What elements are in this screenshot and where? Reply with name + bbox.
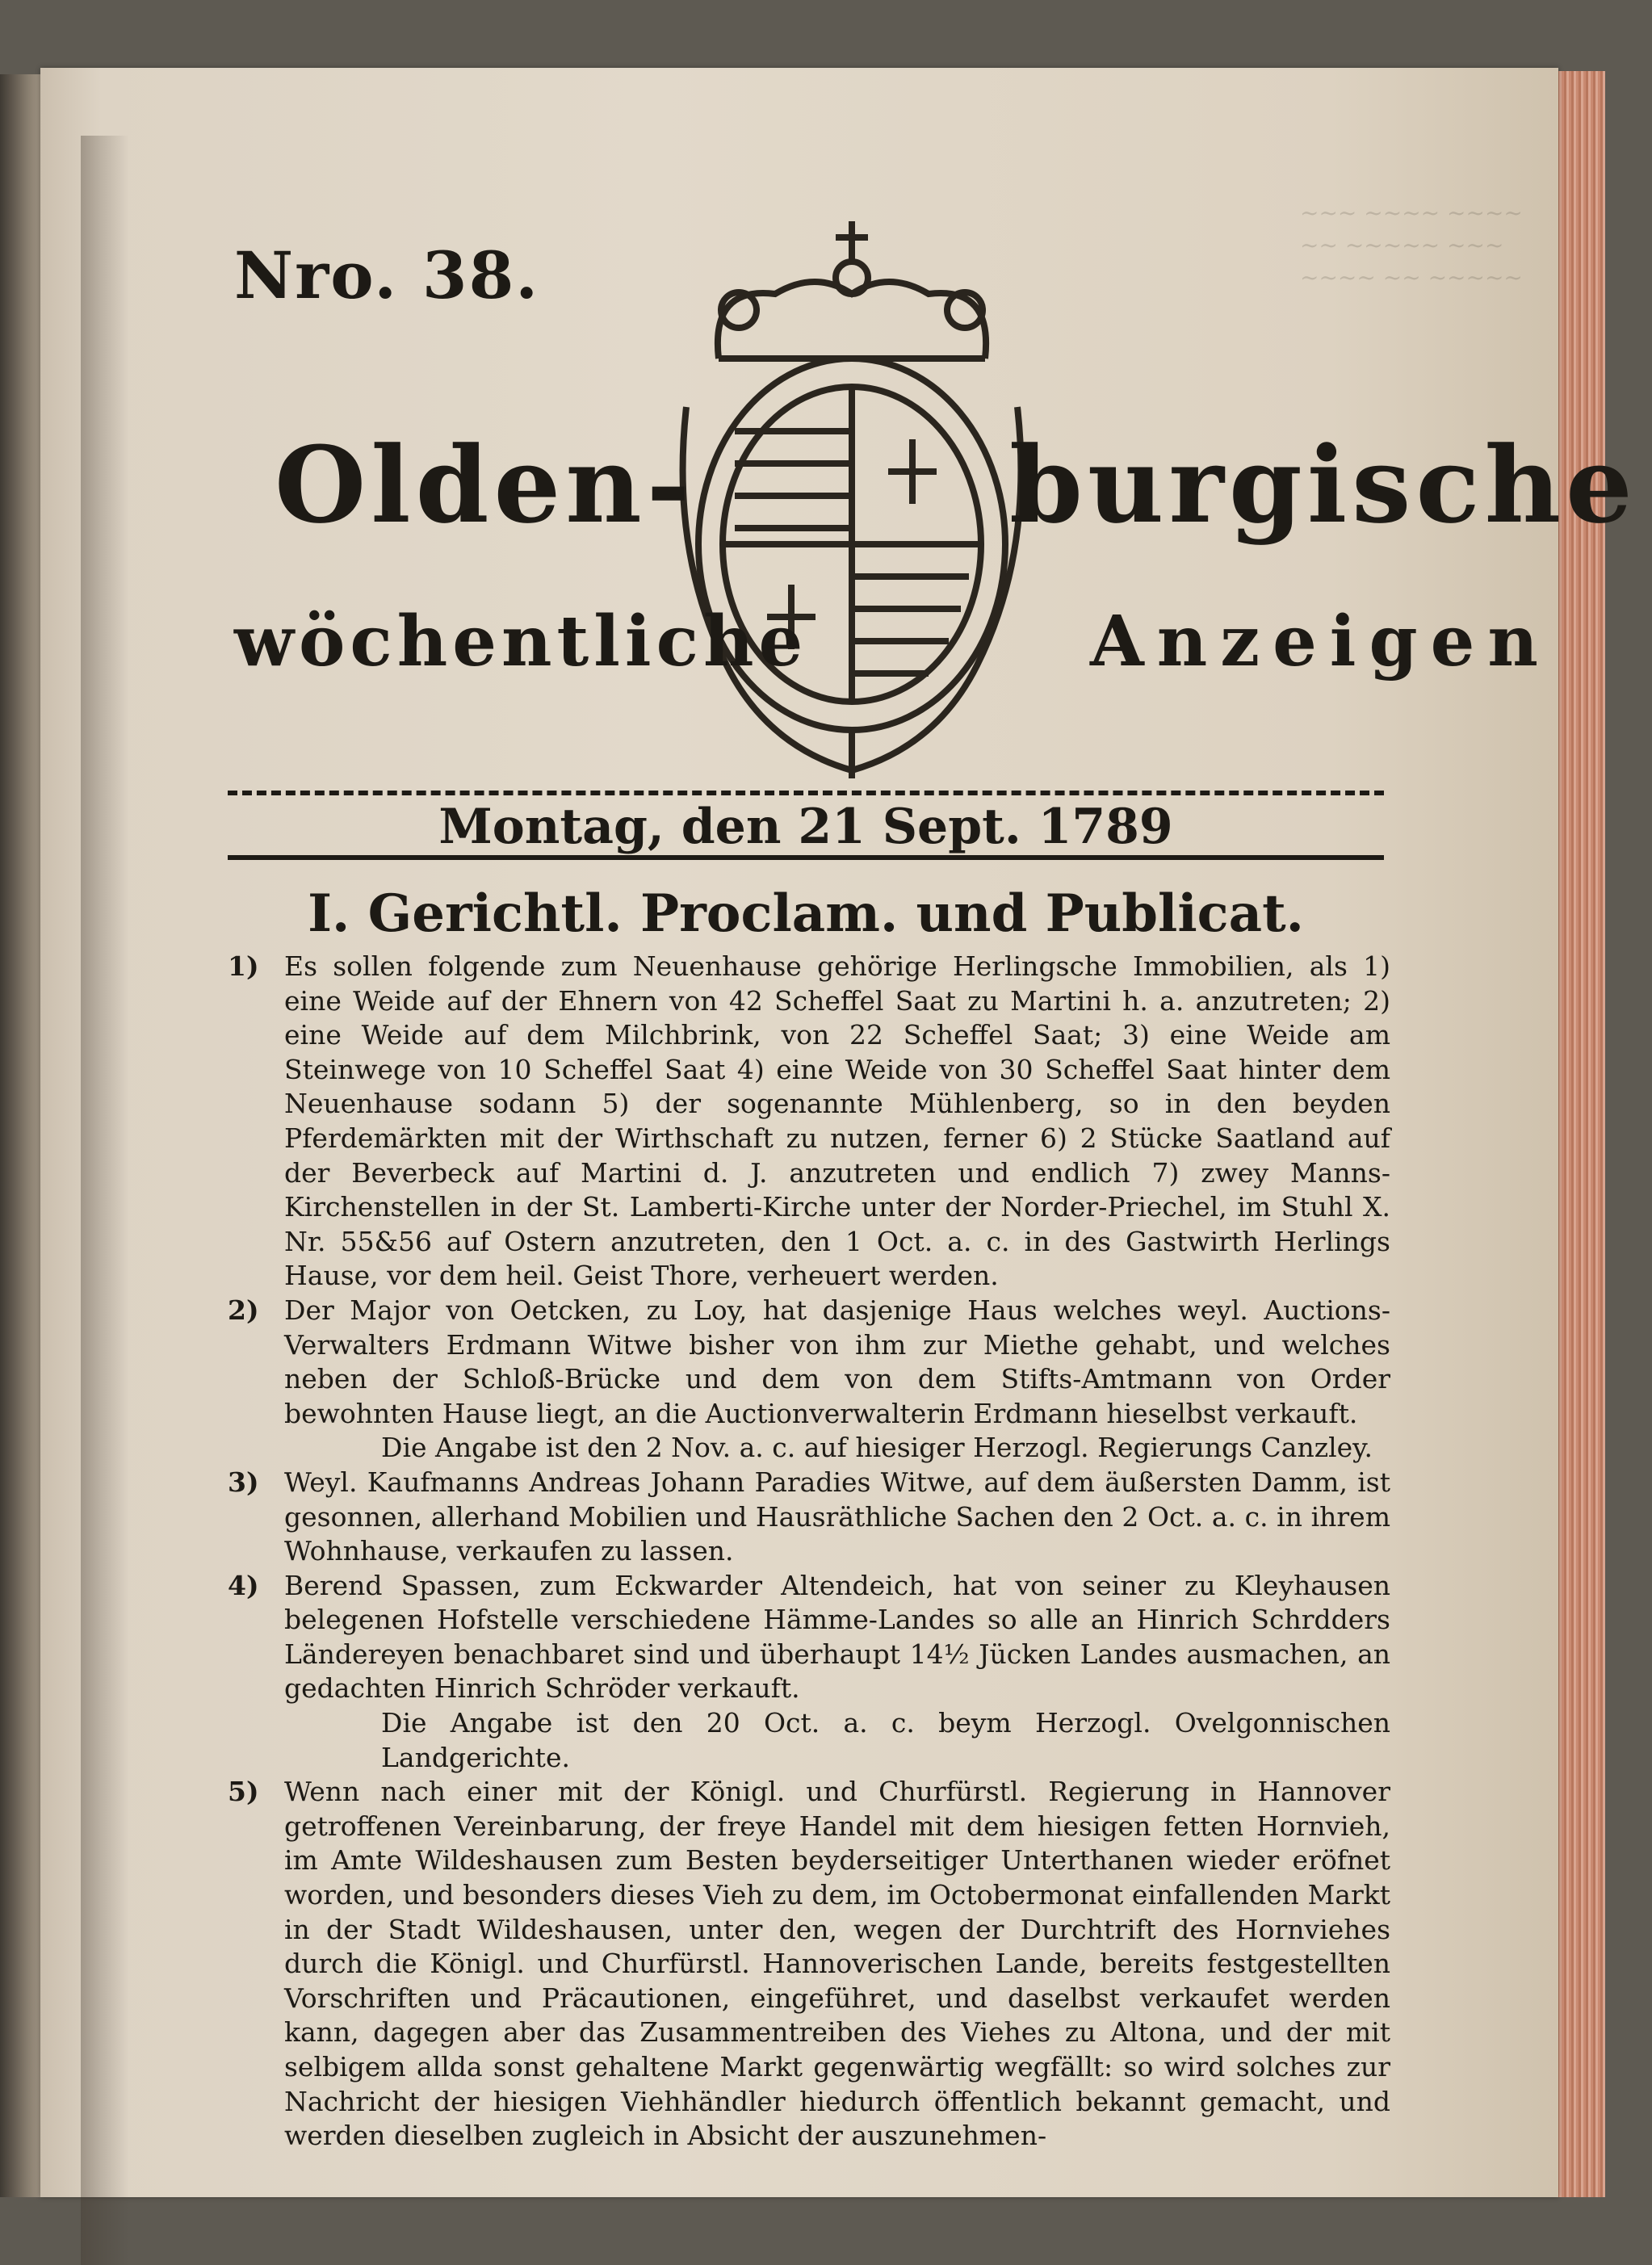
issue-date: Montag, den 21 Sept. 1789 (438, 799, 1173, 855)
section-heading: I. Gerichtl. Proclam. und Publicat. (308, 883, 1304, 944)
article-body (228, 950, 1390, 2154)
newspaper-page (40, 68, 1637, 2197)
item-number: 1) (228, 950, 259, 982)
page-stack-edge (1557, 71, 1605, 2197)
list-item (228, 950, 1390, 1294)
item-text: Der Major von Oetcken, zu Loy, hat dasjenige Haus welches weyl. Auctions-Verwalters Erdmann Witwe bisher von ihm zur Miethe gehabt, und welches neben der Schloß-Brücke und dem von dem Stifts-Amtmann von Order bewohnten Hause liegt, an die Auctionverwalterin Erdmann hieselbst verkauft. (284, 1294, 1390, 1429)
item-note: Die Angabe ist den 2 Nov. a. c. auf hiesiger Herzogl. Regierungs Canzley. (381, 1432, 1373, 1464)
item-number: 5) (228, 1776, 259, 1808)
list-item (228, 1775, 1390, 2154)
item-number: 3) (228, 1466, 259, 1498)
subtitle-right: Anzeigen (1090, 601, 1551, 682)
spine-shadow (81, 136, 129, 2265)
item-number: 4) (228, 1569, 259, 1601)
bottom-rule (228, 855, 1384, 860)
title-right: burgische (1009, 423, 1637, 547)
subtitle-left: wöchentliche (234, 601, 808, 682)
item-text: Wenn nach einer mit der Königl. und Churfürstl. Regierung in Hannover getroffenen Vereinbarung, der freye Handel mit dem hiesigen fetten Hornvieh, im Amte Wildeshausen zum Besten beyderseitiger Unterthanen wieder eröfnet worden, und besonders dieses Vieh zu dem, im Octobermonat einfallenden Markt in der Stadt Wildeshausen, unter den, wegen der Durchtrift des Hornviehes durch die Königl. und Churfürstl. Hannoverischen Lande, bereits festgestellten Vorschriften und Präcautionen, eingeführet, und daselbst verkaufet werden kann, dagegen aber das Zusammentreiben des Viehes zu Altona, und der mit selbigem allda sonst gehaltene Markt gegenwärtig wegfällt: so wird solches zur Nachricht der hiesigen Viehhändler hiedurch öffentlich bekannt gemacht, und werden dieselben zugleich in Absicht der auszunehmen- (284, 1776, 1390, 2152)
bleed-through-text: ~~~ ~~~~ ~~~~ ~~ ~~~~~ ~~~ ~~~~ ~~ ~~~~~ (1300, 199, 1523, 291)
issue-number: Nro. 38. (234, 237, 540, 313)
title-left: Olden- (275, 423, 695, 547)
item-number: 2) (228, 1294, 259, 1326)
item-note: Die Angabe ist den 20 Oct. a. c. beym Herzogl. Ovelgonnischen Landgerichte. (381, 1707, 1390, 1773)
item-text: Es sollen folgende zum Neuenhause gehörige Herlingsche Immobilien, als 1) eine Weide auf der Ehnern von 42 Scheffel Saat zu Martini h. a. anzutreten; 2) eine Weide auf dem Milchbrink, von 22 Scheffel Saat; 3) eine Weide am Steinwege von 10 Scheffel Saat 4) eine Weide von 30 Scheffel Saat hinter dem Neuenhause sodann 5) der sogenannte Mühlenberg, so in den beyden Pferdemärkten mit der Wirthschaft zu nutzen, ferner 6) 2 Stücke Saatland auf der Beverbeck auf Martini d. J. anzutreten und endlich 7) zwey Manns-Kirchenstellen in der St. Lamberti-Kirche unter der Norder-Priechel, im Stuhl X. Nr. 55&56 auf Ostern anzutreten, den 1 Oct. a. c. in des Gastwirth Herlings Hause, vor dem heil. Geist Thore, verheuert werden. (284, 950, 1390, 1292)
list-item (228, 1466, 1390, 1569)
list-item (228, 1294, 1390, 1466)
top-rule (228, 791, 1384, 795)
item-text: Berend Spassen, zum Eckwarder Altendeich, hat von seiner zu Kleyhausen belegenen Hofstelle verschiedene Hämme-Landes so alle an Hinrich Schrdders Ländereyen benachbaret sind und überhaupt 14½ Jücken Landes ausmachen, an gedachten Hinrich Schröder verkauft. (284, 1569, 1390, 1705)
coat-of-arms-icon (670, 213, 1034, 778)
item-text: Weyl. Kaufmanns Andreas Johann Paradies Witwe, auf dem äußersten Damm, ist gesonnen, allerhand Mobilien und Hausräthliche Sachen den 2 Oct. a. c. in ihrem Wohnhause, verkaufen zu lassen. (284, 1466, 1390, 1567)
list-item (228, 1569, 1390, 1776)
